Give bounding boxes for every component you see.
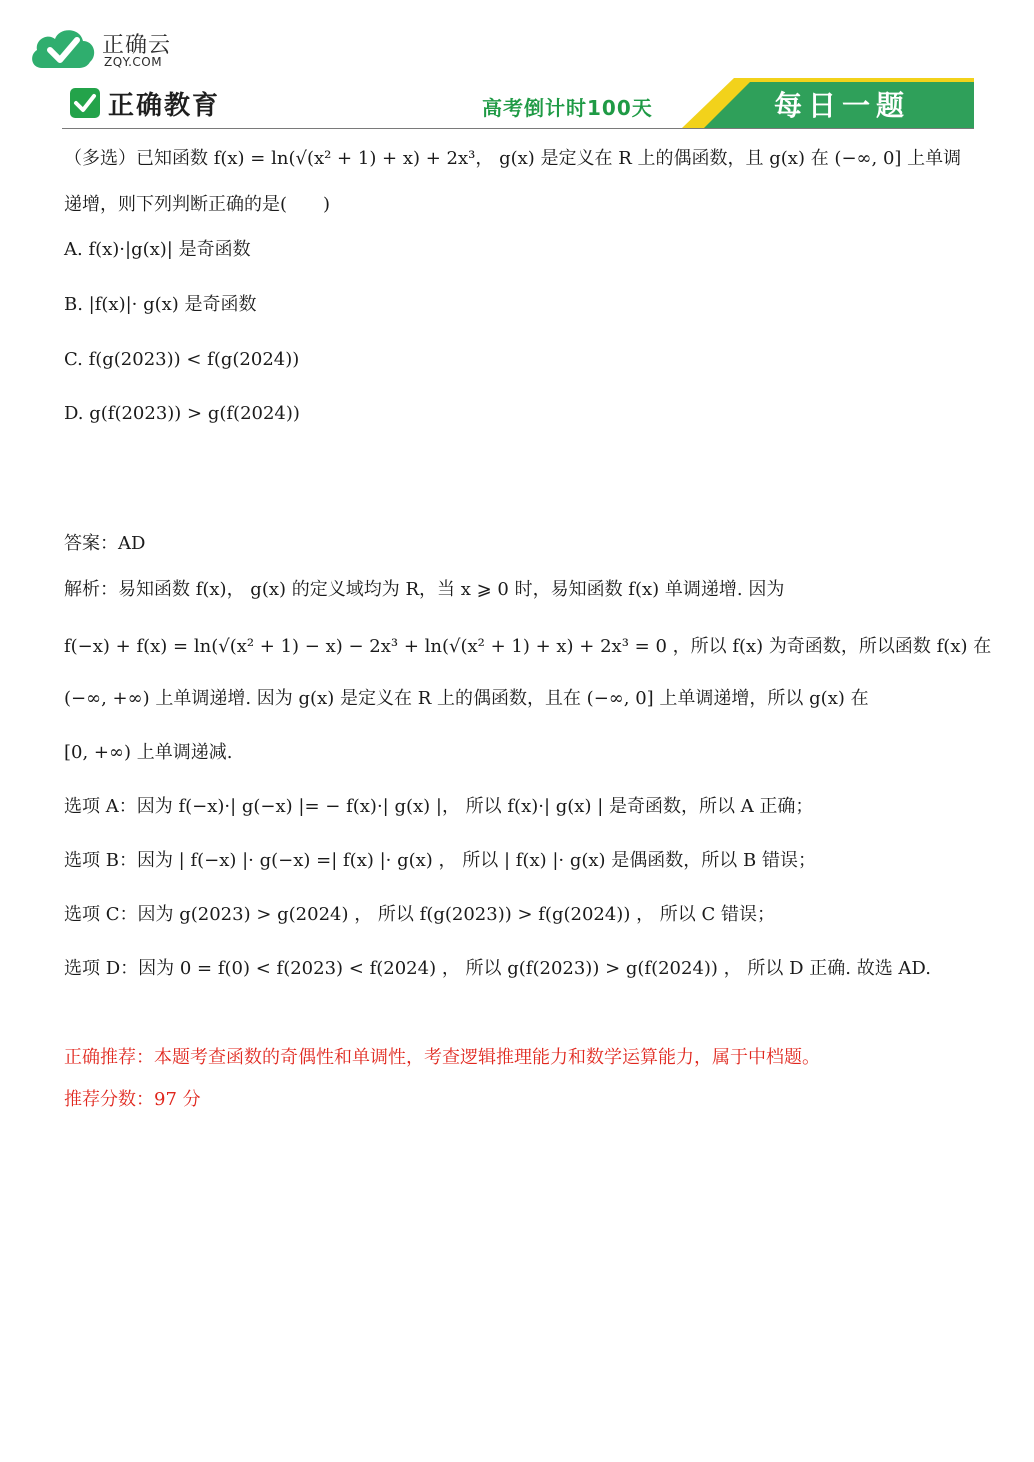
option-d: D. g(f(2023)) > g(f(2024))	[64, 403, 300, 424]
option-note-d: 选项 D：因为 0 = f(0) < f(2023) < f(2024) ， 所以 g(f(2023)) > g(f(2024)) ， 所以 D 正确. 故选 AD.	[64, 958, 931, 979]
option-note-a: 选项 A：因为 f(−x)·| g(−x) |= − f(x)·| g(x) |， 所以 f(x)·| g(x) | 是奇函数，所以 A 正确；	[64, 796, 814, 817]
cloud-check-logo-icon	[28, 22, 98, 72]
header-bar	[62, 78, 974, 128]
answer: 答案：AD	[64, 533, 146, 554]
recommendation-score: 推荐分数：97 分	[64, 1089, 201, 1110]
option-b: B. |f(x)|· g(x) 是奇函数	[64, 294, 257, 315]
question-line-2: 递增，则下列判断正确的是( )	[64, 194, 331, 215]
recommendation-text: 正确推荐：本题考查函数的奇偶性和单调性，考查逻辑推理能力和数学运算能力，属于中档题。	[64, 1047, 820, 1068]
header-divider	[62, 128, 974, 129]
analysis-line-2: f(−x) + f(x) = ln(√(x² + 1) − x) − 2x³ + ln(√(x² + 1) + x) + 2x³ = 0 ，所以 f(x) 为奇函数，所以函数 f(x) 在	[64, 636, 992, 657]
option-note-c: 选项 C：因为 g(2023) > g(2024) ， 所以 f(g(2023)) > f(g(2024)) ， 所以 C 错误；	[64, 904, 776, 925]
edu-title: 正确教育	[108, 91, 221, 121]
analysis-line-1: 解析：易知函数 f(x)， g(x) 的定义域均为 R，当 x ⩾ 0 时，易知函数 f(x) 单调递增. 因为	[64, 579, 785, 600]
question-line-1: （多选）已知函数 f(x) = ln(√(x² + 1) + x) + 2x³， g(x) 是定义在 R 上的偶函数，且 g(x) 在 (−∞, 0] 上单调	[64, 148, 962, 169]
checkmark-icon	[70, 88, 100, 118]
brand-logo	[28, 22, 188, 82]
analysis-line-3: (−∞, +∞) 上单调递增. 因为 g(x) 是定义在 R 上的偶函数，且在 (−∞, 0] 上单调递增，所以 g(x) 在	[64, 688, 869, 709]
analysis-line-4: [0, +∞) 上单调递减.	[64, 742, 233, 763]
option-a: A. f(x)·|g(x)| 是奇函数	[64, 239, 251, 260]
option-note-b: 选项 B：因为 | f(−x) |· g(−x) =| f(x) |· g(x) ， 所以 | f(x) |· g(x) 是偶函数，所以 B 错误；	[64, 850, 816, 871]
option-c: C. f(g(2023)) < f(g(2024))	[64, 349, 300, 370]
daily-question-banner: 每日一题	[774, 89, 911, 122]
brand-name: 正确云	[102, 33, 172, 58]
countdown-label: 高考倒计时100天	[482, 96, 653, 120]
brand-domain: ZQY.COM	[104, 55, 163, 69]
